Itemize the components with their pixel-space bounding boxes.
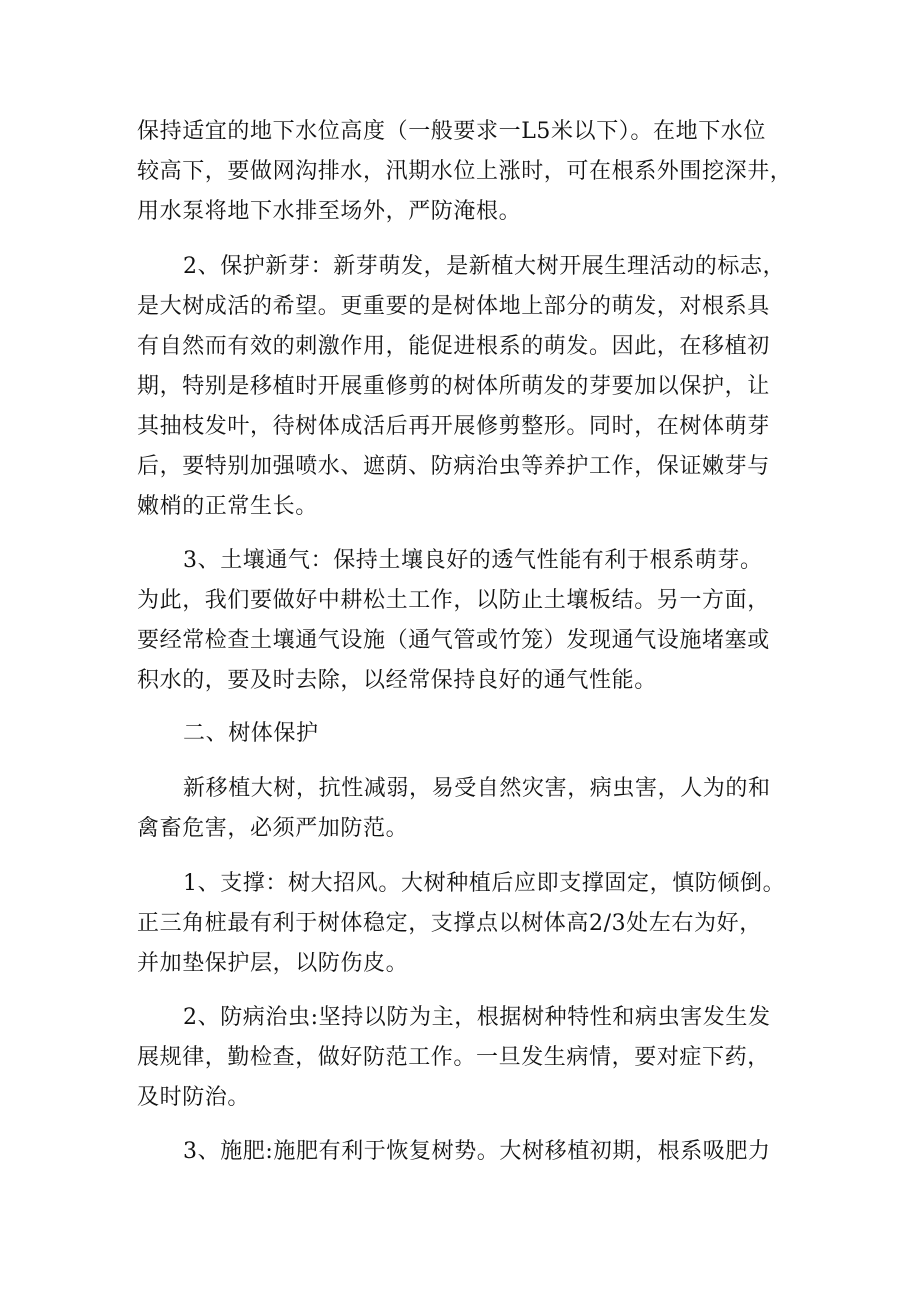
text-line: 保持适宜的地下水位高度（一般要求一L5米以下）。在地下水位	[137, 119, 767, 144]
text-line: 较高下，要做网沟排水，汛期水位上涨时，可在根系外围挖深井，	[137, 159, 793, 184]
text-line: 并加垫保护层，以防伤皮。	[137, 951, 409, 976]
section-heading: 二、树体保护	[183, 721, 319, 746]
text-line: 是大树成活的希望。更重要的是树体地上部分的萌发，对根系具	[137, 294, 770, 319]
paragraph-start-line: 3、土壤通气：保持土壤良好的透气性能有利于根系萌芽。	[183, 548, 763, 573]
text-line: 嫩梢的正常生长。	[137, 494, 318, 519]
text-line: 禽畜危害，必须严加防范。	[137, 816, 409, 841]
text-line: 积水的，要及时去除，以经常保持良好的通气性能。	[137, 668, 657, 693]
paragraph-start-line: 3、施肥:施肥有利于恢复树势。大树移植初期，根系吸肥力	[183, 1139, 771, 1164]
text-line: 及时防治。	[137, 1085, 251, 1110]
text-line: 有自然而有效的刺激作用，能促进根系的萌发。因此，在移植初	[137, 334, 770, 359]
text-line: 后，要特别加强喷水、遮荫、防病治虫等养护工作，保证嫩芽与	[137, 454, 770, 479]
paragraph-start-line: 2、保护新芽：新芽萌发，是新植大树开展生理活动的标志，	[183, 254, 786, 279]
text-line: 正三角桩最有利于树体稳定，支撑点以树体高2/3处左右为好，	[137, 911, 762, 936]
text-line: 用水泵将地下水排至场外，严防淹根。	[137, 199, 522, 224]
paragraph-start-line: 新移植大树，抗性减弱，易受自然灾害，病虫害，人为的和	[183, 776, 771, 801]
text-line: 展规律，勤检查，做好防范工作。一旦发生病情，要对症下药，	[137, 1045, 770, 1070]
text-line: 期，特别是移植时开展重修剪的树体所萌发的芽要加以保护，让	[137, 374, 770, 399]
paragraph-start-line: 2、防病治虫:坚持以防为主，根据树种特性和病虫害发生发	[183, 1005, 771, 1030]
text-line: 其抽枝发叶，待树体成活后再开展修剪整形。同时，在树体萌芽	[137, 414, 770, 439]
text-line: 为此，我们要做好中耕松土工作，以防止土壤板结。另一方面，	[137, 588, 770, 613]
paragraph-start-line: 1、支撑：树大招风。大树种植后应即支撑固定，慎防倾倒。	[183, 871, 786, 896]
text-line: 要经常检查土壤通气设施（通气管或竹笼）发现通气设施堵塞或	[137, 628, 770, 653]
